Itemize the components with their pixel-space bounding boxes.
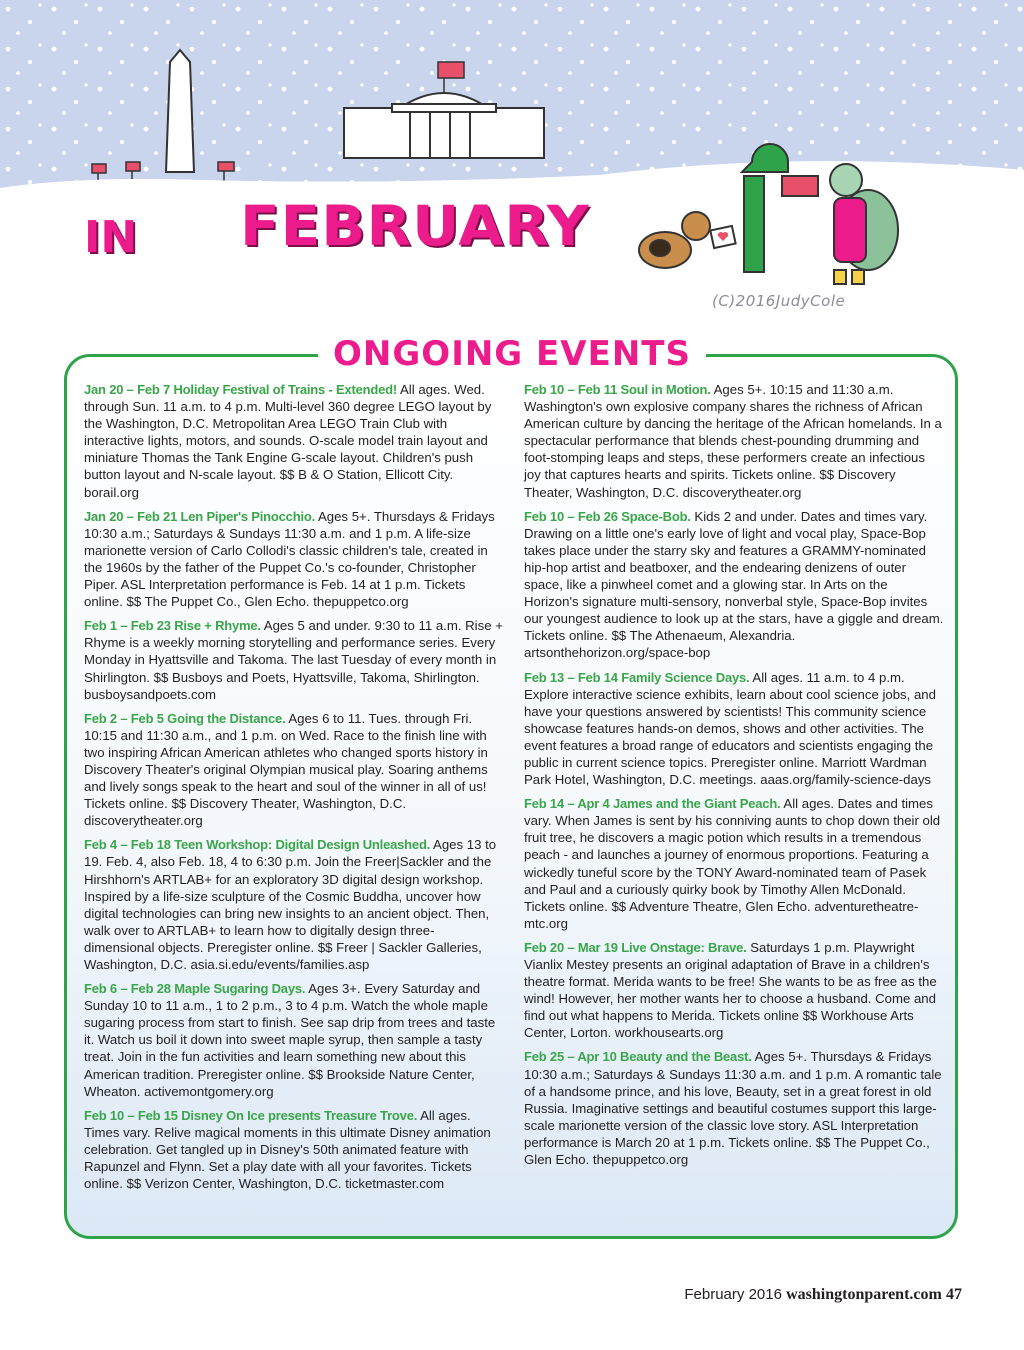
event-heading: Feb 14 – Apr 4 James and the Giant Peach.	[524, 796, 781, 812]
event-listing	[524, 939, 944, 1042]
section-title: ONGOING EVENTS	[318, 332, 706, 376]
event-heading: Feb 25 – Apr 10 Beauty and the Beast.	[524, 1049, 752, 1065]
event-listing	[84, 980, 504, 1100]
artist-credit: (C)2016JudyCole	[712, 292, 846, 310]
event-description: Kids 2 and under. Dates and times vary. Drawing on a little one's early love of light and vocal play, Space-Bop takes place under the starry sky and features a GRAMMY-nominated hip-hop artist and beatboxer, and the endearing denizens of outer space, like a pinwheel comet and a glowing star. In Arts on the Horizon's signature multi-sensory, nonverbal style, Space-Bop invites our youngest audience to look up at the stars, have a giggle and dream. Tickets online. $$ The Athenaeum, Alexandria. artsonthehorizon.org/space-bop	[524, 508, 944, 661]
footer-issue: February 2016	[684, 1286, 782, 1303]
event-heading: Feb 13 – Feb 14 Family Science Days.	[524, 669, 750, 685]
banner-word-month: FEBRUARY	[240, 193, 590, 259]
event-heading: Feb 1 – Feb 23 Rise + Rhyme.	[84, 618, 261, 634]
events-column-left	[84, 381, 504, 1199]
event-listing	[84, 617, 504, 702]
event-description: Ages 5+. Thursdays & Fridays 10:30 a.m.; Saturdays & Sundays 11:30 a.m. and 1 p.m. A romantic tale of a handsome prince, and his love, Beauty, set in a great forest in old Russia. Imaginative settings and beautiful costumes support this large-scale marionette version of the classic love story. ASL Interpretation performance is March 20 at 1 p.m. Tickets online. $$ The Puppet Co., Glen Echo. thepuppetco.org	[524, 1049, 942, 1168]
banner-word-in: IN	[84, 212, 138, 263]
event-heading: Feb 10 – Feb 15 Disney On Ice presents Treasure Trove.	[84, 1107, 418, 1123]
event-listing	[84, 710, 504, 830]
event-description: All ages. 11 a.m. to 4 p.m. Explore interactive science exhibits, learn about cool science jobs, and have your questions answered by scientists! This community science showcase features hands-on demos, shows and other activities. The event features a broad range of educators and scientists engaging the public in current science topics. Preregister online. Marriott Wardman Park Hotel, Washington, D.C. meetings. aaas.org/family-science-days	[524, 669, 936, 788]
footer-site: washingtonparent.com	[786, 1286, 942, 1303]
event-heading: Feb 2 – Feb 5 Going the Distance.	[84, 710, 286, 726]
event-listing	[524, 1048, 944, 1168]
event-listing	[524, 508, 944, 662]
event-heading: Feb 20 – Mar 19 Live Onstage: Brave.	[524, 939, 747, 955]
event-listing	[84, 836, 504, 973]
event-heading: Feb 6 – Feb 28 Maple Sugaring Days.	[84, 981, 306, 997]
event-description: Ages 5 and under. 9:30 to 11 a.m. Rise + Rhyme is a weekly morning storytelling and performance series. Every Monday in Hyattsville and Takoma. The last Tuesday of every month in Shirlington. $$ Busboys and Poets, Hyattsville, Takoma, Shirlington. busboysandpoets.com	[84, 618, 503, 702]
event-description: Saturdays 1 p.m. Playwright Vianlix Mestey presents an original adaptation of Brave in a children's theatre format. Merida wants to be free! She wants to be as free as the wind! However, her mother wants her to choose a husband. Come and find out what happens to Merida. Tickets online $$ Workhouse Arts Center, Lorton. workhousearts.org	[524, 939, 937, 1041]
event-description: Ages 6 to 11. Tues. through Fri. 10:15 and 11:30 a.m., and 1 p.m. on Wed. Race to the finish line with two inspiring African American athletes who changed sports history in Discovery Theater's original Olympian musical play. Soaring anthems and lively songs speak to the heart and soul of the winner in all of us! Tickets online. $$ Discovery Theater, Washington, D.C. discoverytheater.org	[84, 710, 488, 829]
event-listing	[84, 1107, 504, 1192]
event-heading: Jan 20 – Feb 21 Len Piper's Pinocchio.	[84, 508, 316, 524]
event-description: Ages 5+. Thursdays & Fridays 10:30 a.m.; Saturdays & Sundays 11:30 a.m. and 1 p.m. A life-size marionette version of Carlo Collodi's classic children's tale, created in the 1960s by the father of the Puppet Co.'s co-founder, Christopher Piper. ASL Interpretation performance is Feb. 14 at 1 p.m. Tickets online. $$ The Puppet Co., Glen Echo. thepuppetco.org	[84, 508, 495, 610]
event-heading: Jan 20 – Feb 7 Holiday Festival of Trains - Extended!	[84, 382, 398, 397]
event-listing	[524, 669, 944, 789]
event-listing	[524, 795, 944, 932]
event-heading: Feb 10 – Feb 26 Space-Bob.	[524, 508, 691, 524]
event-description: Ages 3+. Every Saturday and Sunday 10 to 11 a.m., 1 to 2 p.m., 3 to 4 p.m. Watch the whole maple sugaring process from start to finish. See sap drip from trees and taste it. Watch us boil it down into sweet maple syrup, then sample a tasty treat. Join in the fun activities and learn something new about this American tradition. Preregister online. $$ Brookside Nature Center, Wheaton. activemontgomery.org	[84, 981, 496, 1099]
event-listing	[524, 381, 944, 501]
event-heading: Feb 10 – Feb 11 Soul in Motion.	[524, 382, 711, 397]
event-description: All ages. Wed. through Sun. 11 a.m. to 4 p.m. Multi-level 360 degree LEGO layout by the Washington, D.C. Metropolitan Area LEGO Train Club with interactive lights, motors, and sounds. O-scale model train layout and miniature Thomas the Tank Engine G-scale layout. Children's push button layout and N-scale layout. $$ B & O Station, Ellicott City. borail.org	[84, 382, 492, 500]
event-description: All ages. Dates and times vary. When James is sent by his conniving aunts to chop down their old fruit tree, he discovers a magic potion which results in a tremendous peach - and launches a journey of enormous proportions. Featuring a wickedly tuneful score by the TONY Award-nominated team of Pasek and Paul and a curiously quirky book by Timothy Allen McDonald. Tickets online. $$ Adventure Theatre, Glen Echo. adventuretheatre-mtc.org	[524, 796, 941, 931]
event-listing	[84, 508, 504, 611]
snow-scene-art	[0, 0, 1024, 330]
event-description: Ages 5+. 10:15 and 11:30 a.m. Washington's own explosive company shares the richness of African American culture by dancing the heritage of the African homelands. In a spectacular performance that blends chest-pounding drumming and foot-stomping leaps and steps, these performers create an infectious joy that captures hearts and spirits. Tickets online. $$ Discovery Theater, Washington, D.C. discoverytheater.org	[524, 382, 942, 500]
event-listing	[84, 381, 504, 501]
page-footer	[684, 1286, 962, 1304]
page-number: 47	[946, 1286, 962, 1303]
header-illustration	[0, 0, 1024, 330]
event-heading: Feb 4 – Feb 18 Teen Workshop: Digital Design Unleashed.	[84, 837, 431, 853]
event-description: All ages. Times vary. Relive magical moments in this ultimate Disney animation celebration. Get tangled up in Disney's 50th animated feature with Rapunzel and Flynn. Set a play date with all your favorites. Tickets online. $$ Verizon Center, Washington, D.C. ticketmaster.com	[84, 1107, 491, 1192]
events-column-right	[524, 381, 944, 1175]
event-description: Ages 13 to 19. Feb. 4, also Feb. 18, 4 to 6:30 p.m. Join the Freer|Sackler and the Hirshhorn's ARTLAB+ for an exploratory 3D digital design workshop. Inspired by a life-size sculpture of the Cosmic Buddha, uncover how digital technologies can bring new insights to an ancient object. Then, walk over to ARTLAB+ to learn how to digitally design three-dimensional objects. Preregister online. $$ Freer | Sackler Galleries, Washington, D.C. asia.si.edu/events/families.asp	[84, 837, 497, 972]
